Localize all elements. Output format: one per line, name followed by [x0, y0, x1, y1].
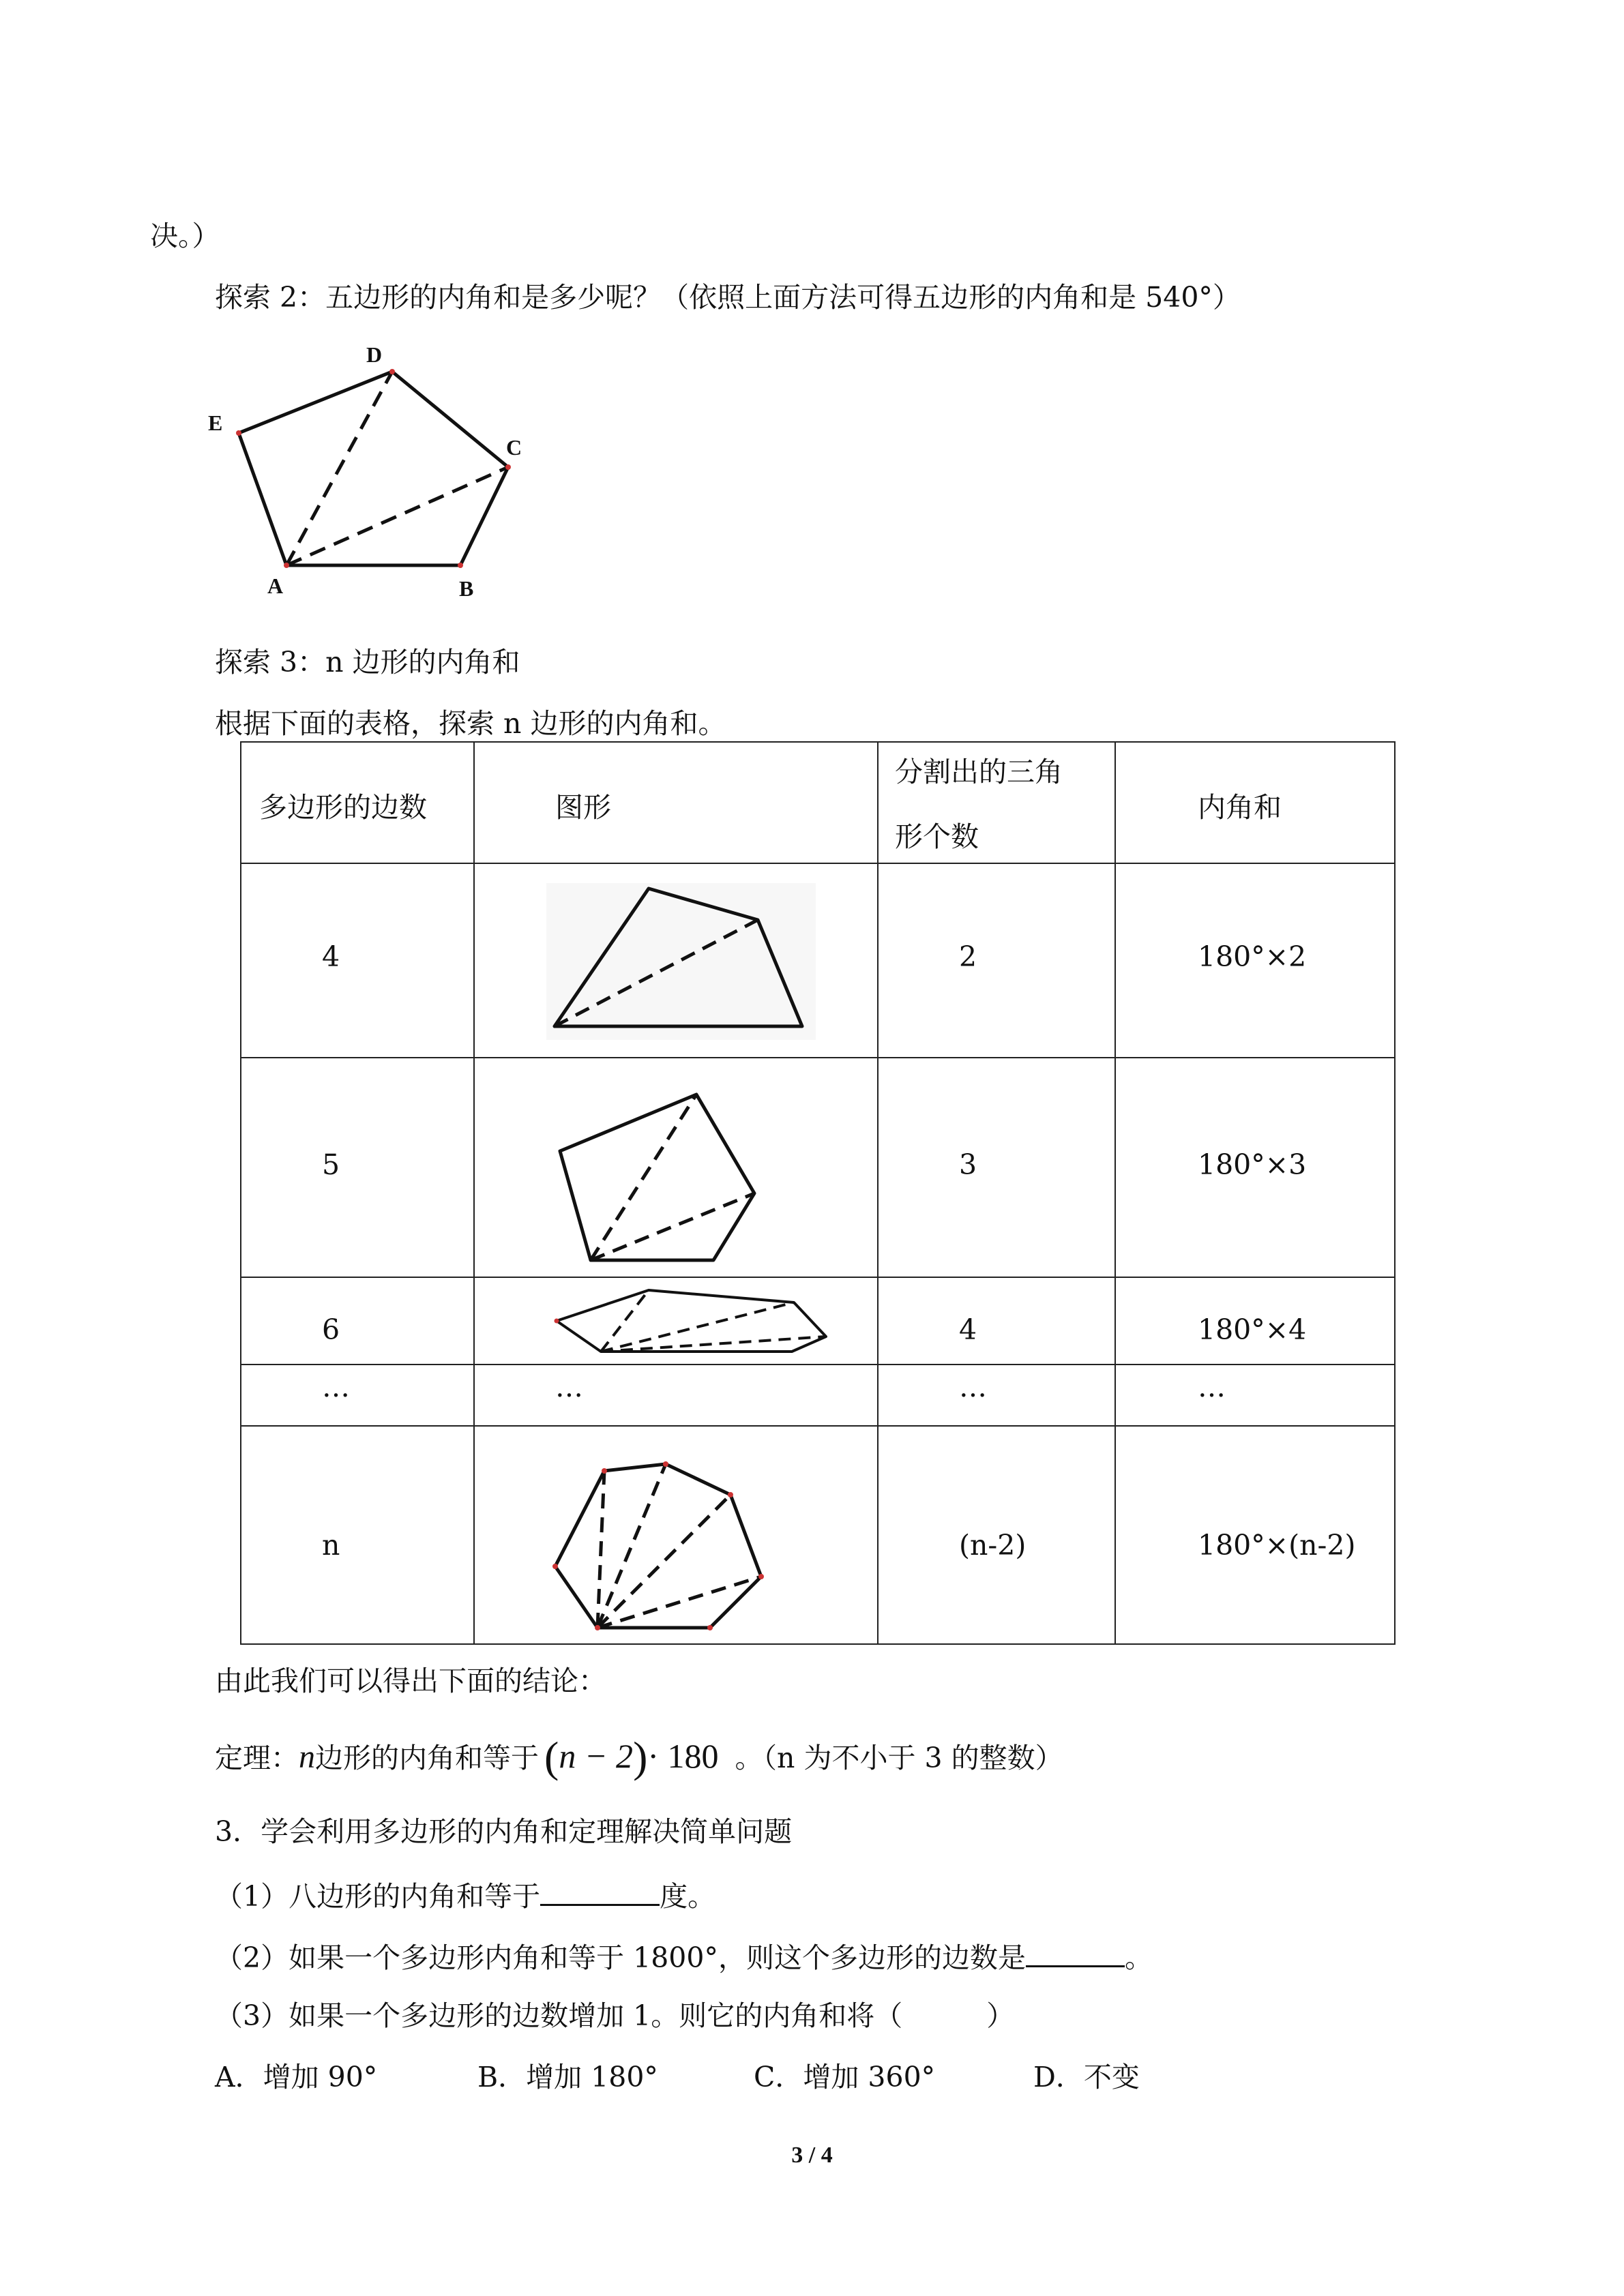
section-3-title: 3．学会利用多边形的内角和定理解决简单问题 — [215, 1815, 793, 1848]
cell-figure — [474, 1426, 878, 1644]
question-3: （3）如果一个多边形的边数增加 1。则它的内角和将（ ） — [215, 1999, 1015, 2032]
conclusion-text: 由此我们可以得出下面的结论： — [215, 1665, 606, 1697]
cell-triangles: (n-2) — [878, 1426, 1115, 1644]
table-row — [241, 1426, 1395, 1644]
option-b[interactable]: B．增加 180° — [477, 2061, 658, 2093]
theorem-text: 边形的内角和等于 — [315, 1742, 539, 1774]
polygon-table — [240, 741, 1396, 1645]
theorem-formula: (n − 2)· 180 — [544, 1733, 719, 1781]
page-number: 3 / 4 — [791, 2143, 833, 2168]
vertex-label-b: B — [459, 576, 474, 601]
n-gon-figure — [543, 1454, 829, 1638]
answer-blank-1[interactable] — [540, 1874, 660, 1906]
table-header-row — [241, 742, 1395, 863]
header-figure: 图形 — [474, 742, 878, 863]
cell-sum: 180°×3 — [1115, 1058, 1395, 1277]
cell-triangles: … — [878, 1365, 1115, 1426]
table-row — [241, 1058, 1395, 1277]
cell-triangles: 3 — [878, 1058, 1115, 1277]
theorem-prefix: 定理： — [215, 1742, 299, 1774]
diagonal-ad — [286, 372, 392, 565]
vertex-label-c: C — [506, 435, 522, 460]
vertex-label-d: D — [366, 342, 383, 367]
pentagon-small-figure — [543, 1077, 802, 1275]
header-triangles: 分割出的三角 形个数 — [878, 742, 1115, 863]
option-d[interactable]: D．不变 — [1033, 2061, 1140, 2093]
header-sum: 内角和 — [1115, 742, 1395, 863]
cell-sides: 4 — [241, 863, 474, 1058]
explore-3-text: 探索 3：n 边形的内角和 — [215, 646, 520, 679]
cell-sides: 5 — [241, 1058, 474, 1277]
pentagon-figure — [198, 338, 552, 610]
hexagon-figure — [543, 1283, 863, 1360]
cell-figure — [474, 1058, 878, 1277]
answer-blank-2[interactable] — [1026, 1935, 1125, 1967]
table-row — [241, 1365, 1395, 1426]
cell-sum: … — [1115, 1365, 1395, 1426]
cell-figure: … — [474, 1365, 878, 1426]
question-2: （2）如果一个多边形内角和等于 1800°，则这个多边形的边数是 。 — [215, 1935, 1153, 1977]
pentagon-outline — [239, 372, 508, 565]
table-intro-text: 根据下面的表格，探索 n 边形的内角和。 — [215, 707, 726, 740]
cell-figure — [474, 863, 878, 1058]
continued-text: 决。） — [150, 220, 220, 252]
vertex-label-a: A — [267, 573, 284, 598]
table-row — [241, 1277, 1395, 1365]
cell-figure — [474, 1277, 878, 1365]
theorem-suffix: 。（n 为不小于 3 的整数） — [735, 1742, 1063, 1774]
cell-sum: 180°×2 — [1115, 863, 1395, 1058]
cell-sum: 180°×4 — [1115, 1277, 1395, 1365]
explore-2-text: 探索 2：五边形的内角和是多少呢？（依照上面方法可得五边形的内角和是 540°） — [215, 281, 1241, 314]
quadrilateral-figure — [546, 883, 816, 1040]
diagonal-ac — [286, 467, 508, 565]
cell-sides: … — [241, 1365, 474, 1426]
theorem-n: n — [299, 1739, 315, 1775]
vertex-label-e: E — [208, 411, 223, 435]
question-1: （1）八边形的内角和等于 度。 — [215, 1874, 715, 1915]
cell-sides: n — [241, 1426, 474, 1644]
table-row — [241, 863, 1395, 1058]
option-a[interactable]: A．增加 90° — [215, 2061, 378, 2093]
option-c[interactable]: C．增加 360° — [754, 2061, 936, 2093]
theorem-line — [215, 1732, 1063, 1782]
cell-sides: 6 — [241, 1277, 474, 1365]
cell-triangles: 4 — [878, 1277, 1115, 1365]
cell-sum: 180°×(n-2) — [1115, 1426, 1395, 1644]
cell-triangles: 2 — [878, 863, 1115, 1058]
header-sides: 多边形的边数 — [241, 742, 474, 863]
